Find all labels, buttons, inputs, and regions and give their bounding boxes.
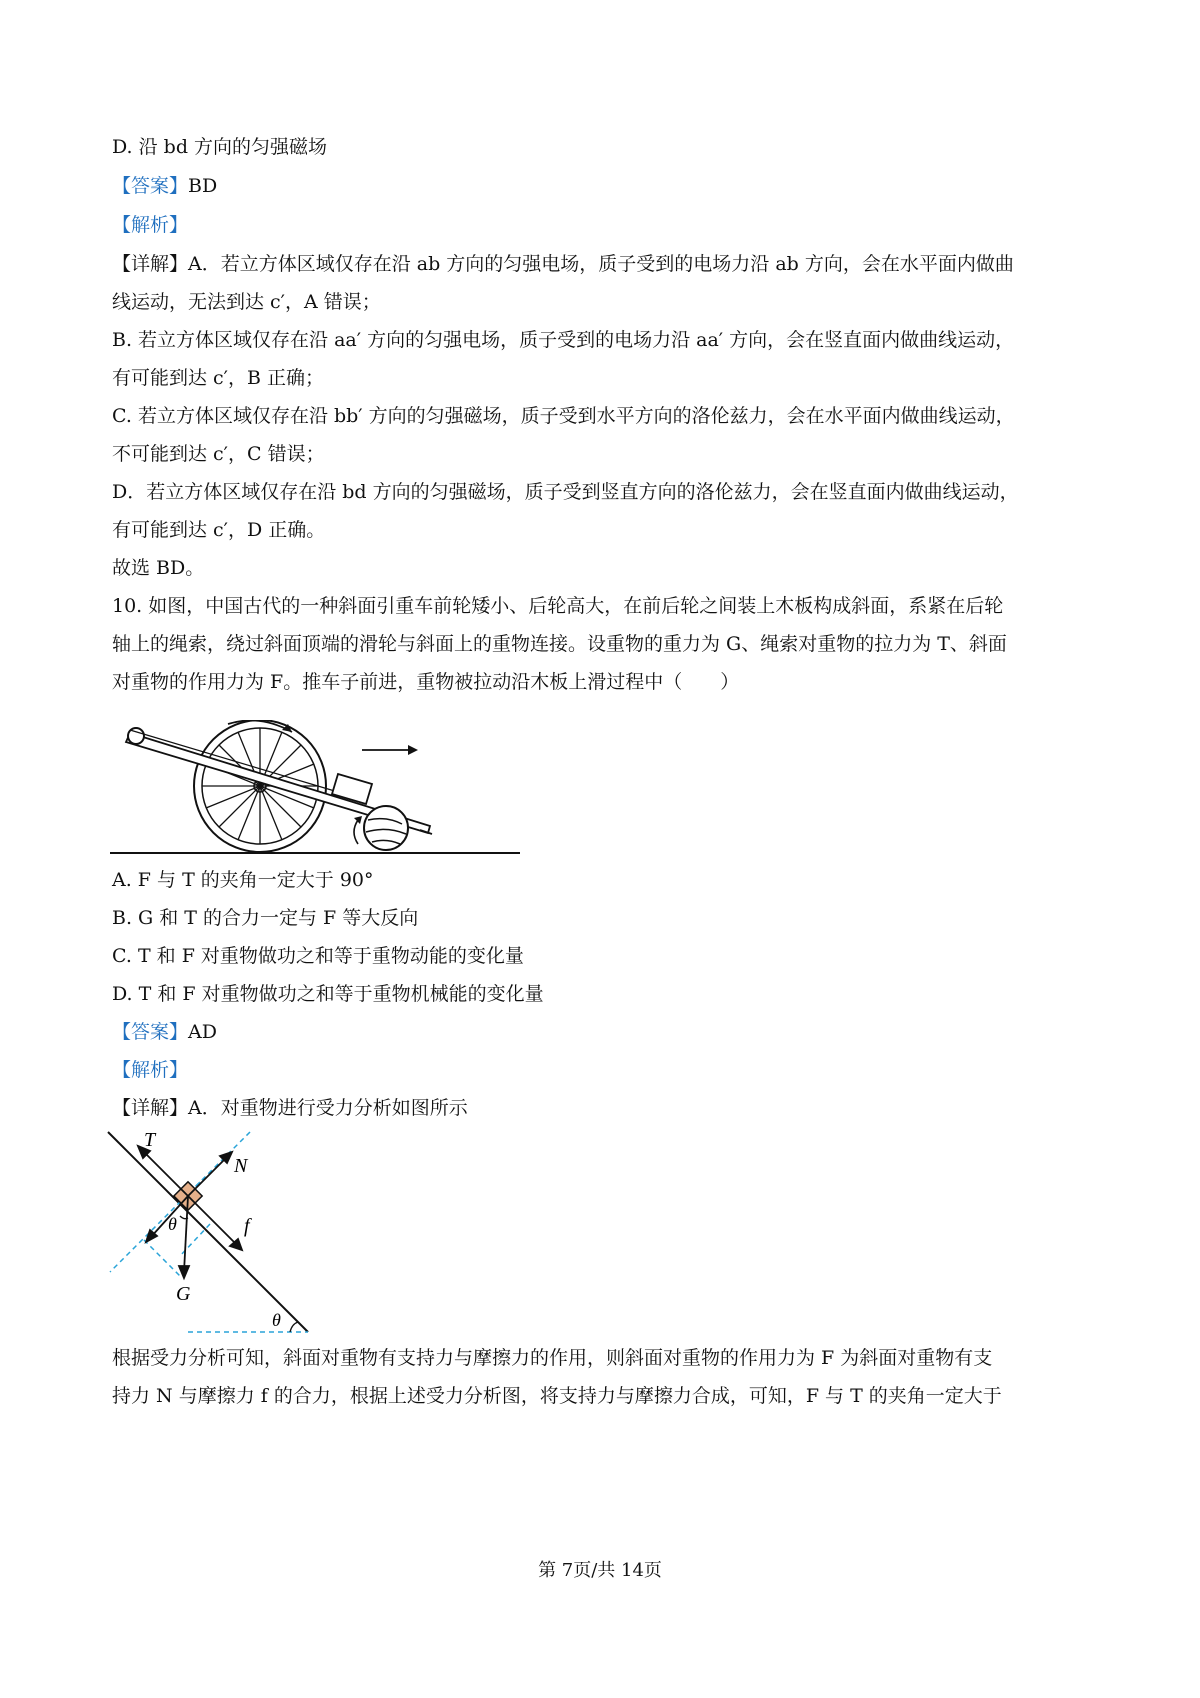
detail-line-3: B. 若立方体区域仅存在沿 aa′ 方向的匀强电场，质子受到的电场力沿 aa′ 方向，会在竖直面内做曲线运动， bbox=[112, 329, 1015, 351]
option-d-line: D. 沿 bd 方向的匀强磁场 bbox=[112, 136, 328, 158]
detail-line-2: 线运动，无法到达 c′，A 错误； bbox=[112, 291, 381, 313]
analysis-tag-1: 【解析】 bbox=[112, 214, 189, 236]
detail-line-9: 故选 BD。 bbox=[112, 557, 205, 579]
detail-line-5: C. 若立方体区域仅存在沿 bb′ 方向的匀强磁场，质子受到水平方向的洛伦兹力，会在水平面内做曲线运动， bbox=[112, 405, 1015, 427]
label-theta-2: θ bbox=[272, 1310, 281, 1330]
force-diagram bbox=[100, 1128, 340, 1336]
option-b: B. G 和 T 的合力一定与 F 等大反向 bbox=[112, 907, 419, 929]
cart-figure bbox=[110, 720, 520, 860]
detail-line-4: 有可能到达 c′，B 正确； bbox=[112, 367, 324, 389]
answer-tag: 【答案】 bbox=[112, 175, 189, 197]
label-G: G bbox=[176, 1283, 191, 1305]
explain-line-3: 持力 N 与摩擦力 f 的合力，根据上述受力分析图，将支持力与摩擦力合成，可知，F 与 T 的夹角一定大于 bbox=[112, 1385, 1002, 1407]
analysis-tag-2: 【解析】 bbox=[112, 1059, 189, 1081]
detail-line-8: 有可能到达 c′，D 正确。 bbox=[112, 519, 326, 541]
answer-line-2 bbox=[112, 1018, 217, 1046]
option-a: A. F 与 T 的夹角一定大于 90° bbox=[112, 869, 374, 891]
normal-arrow bbox=[188, 1156, 228, 1196]
rear-wheel bbox=[194, 720, 326, 852]
label-f: f bbox=[244, 1215, 250, 1237]
detail-line-1: 【详解】A．若立方体区域仅存在沿 ab 方向的匀强电场，质子受到的电场力沿 ab 方向，会在水平面内做曲 bbox=[112, 253, 1014, 275]
answer-tag: 【答案】 bbox=[112, 1021, 189, 1043]
question-10-line-2: 轴上的绳索，绕过斜面顶端的滑轮与斜面上的重物连接。设重物的重力为 G、绳索对重物的拉力为 T、斜面 bbox=[112, 633, 1007, 655]
question-10-line-1: 10. 如图，中国古代的一种斜面引重车前轮矮小、后轮高大，在前后轮之间装上木板构成斜面，系紧在后轮 bbox=[112, 595, 1004, 617]
option-c: C. T 和 F 对重物做功之和等于重物动能的变化量 bbox=[112, 945, 524, 967]
detail-line-7: D．若立方体区域仅存在沿 bd 方向的匀强磁场，质子受到竖直方向的洛伦兹力，会在竖直面内做曲线运动， bbox=[112, 481, 1019, 503]
label-T: T bbox=[144, 1129, 156, 1151]
label-theta-1: θ bbox=[168, 1214, 177, 1234]
explain-line-2: 根据受力分析可知，斜面对重物有支持力与摩擦力的作用，则斜面对重物的作用力为 F 为斜面对重物有支 bbox=[112, 1347, 993, 1369]
answer-line-1 bbox=[112, 172, 217, 200]
answer-value: AD bbox=[188, 1021, 217, 1043]
question-10-line-3: 对重物的作用力为 F。推车子前进，重物被拉动沿木板上滑过程中（ ） bbox=[112, 671, 740, 693]
option-d: D. T 和 F 对重物做功之和等于重物机械能的变化量 bbox=[112, 983, 544, 1005]
label-N: N bbox=[234, 1155, 248, 1177]
detail-line-6: 不可能到达 c′，C 错误； bbox=[112, 443, 325, 465]
answer-value: BD bbox=[188, 175, 218, 197]
explain-line-1: 【详解】A．对重物进行受力分析如图所示 bbox=[112, 1097, 468, 1119]
page-footer: 第 7页/共 14页 bbox=[538, 1560, 662, 1581]
